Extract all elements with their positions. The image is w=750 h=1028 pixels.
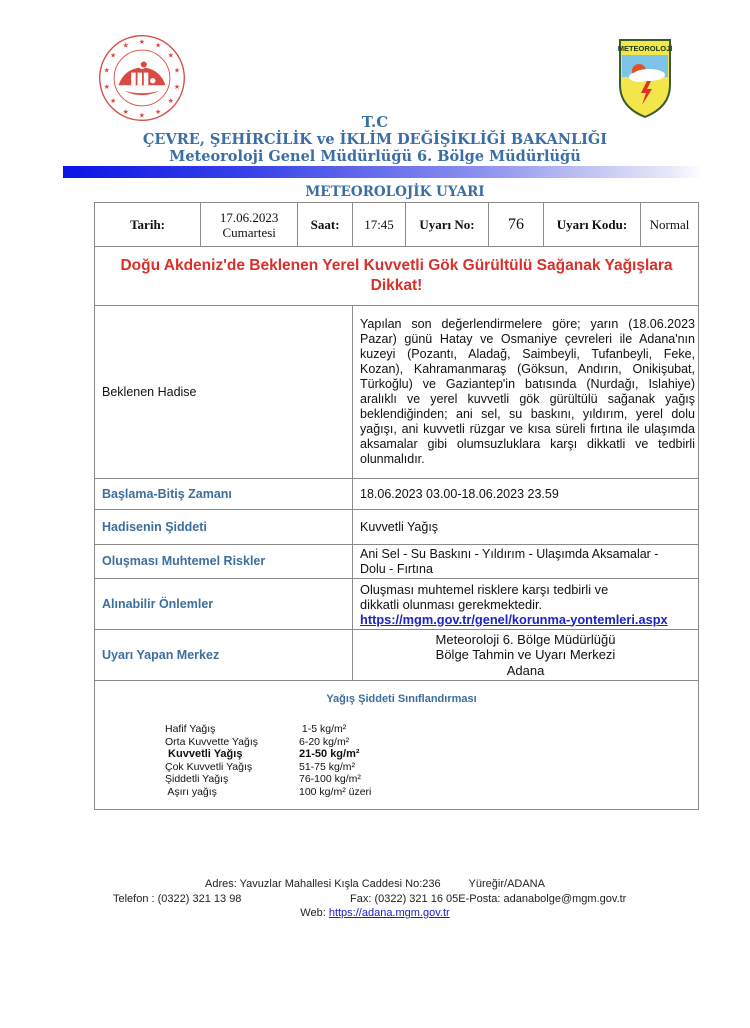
headline-row [95,247,699,306]
web-label: Web: [300,907,329,919]
svg-text:★: ★ [167,96,175,106]
risks-row [95,545,699,579]
time-range-row [95,479,699,510]
classification-item [165,736,698,749]
time-value: 17:45 [353,203,406,247]
risks-value: Ani Sel - Su Baskını - Yıldırım - Ulaşımda Aksamalar - Dolu - Fırtına [353,545,699,579]
meta-row [95,203,699,247]
svg-text:METEOROLOJİ: METEOROLOJİ [617,44,673,53]
svg-text:★: ★ [103,81,111,91]
date-label: Tarih: [95,203,201,247]
svg-text:★: ★ [154,40,162,50]
footer-address [0,878,750,890]
footer-web [0,907,750,919]
time-label: Saat: [298,203,353,247]
warning-no-label: Uyarı No: [406,203,489,247]
classification-item [165,723,698,736]
issuer-line2: Bölge Tahmin ve Uyarı Merkezi [435,647,616,663]
web-link[interactable]: https://adana.mgm.gov.tr [328,907,450,919]
expected-event-row [95,306,699,479]
fax-email-text: Fax: (0322) 321 16 05E-Posta: adanabolge@mgm.gov.tr [350,893,627,905]
class-name: Orta Kuvvette Yağış [165,735,258,748]
class-name: Hafif Yağış [165,723,216,735]
svg-text:★: ★ [167,50,175,60]
severity-value: Kuvvetli Yağış [353,510,699,545]
svg-text:★: ★ [173,81,181,91]
address-text: Adres: Yavuzlar Mahallesi Kışla Caddesi No:236 [205,878,441,890]
severity-label: Hadisenin Şiddeti [95,510,353,545]
risks-label: Oluşması Muhtemel Riskler [95,545,353,579]
issuer-cell [353,630,699,681]
classification-item [165,773,698,786]
svg-text:★: ★ [109,96,117,106]
class-name: Aşırı yağış [165,785,217,798]
svg-text:★: ★ [173,65,181,75]
class-name: Kuvvetli Yağış [165,748,243,761]
date-value: 17.06.2023 [219,209,279,225]
issuer-line3: Adana [506,662,545,678]
svg-text:★: ★ [138,36,146,46]
day-value: Cumartesi [222,224,276,240]
class-value: 76-100 kg/m² [299,773,361,786]
document-title: METEOROLOJİK UYARI [305,184,485,200]
classification-cell [95,681,699,810]
class-name: Çok Kuvvetli Yağış [165,760,253,773]
date-cell [201,203,298,247]
classification-item [165,761,698,774]
classification-item-highlighted [165,748,698,761]
svg-text:★: ★ [103,65,111,75]
classification-list [165,723,698,799]
meteorology-shield-icon [617,37,673,119]
ministry-emblem-icon [97,33,187,123]
svg-text:★: ★ [154,107,162,117]
classification-item [165,786,698,799]
warning-code-value: Normal [641,203,699,247]
issuer-line1: Meteoroloji 6. Bölge Müdürlüğü [435,631,616,647]
header-ministry: ÇEVRE, ŞEHİRCİLİK ve İKLİM DEĞİŞİKLİĞİ BAKANLIĞI [142,131,608,148]
svg-text:★: ★ [109,50,117,60]
class-name: Şiddetli Yağış [165,773,229,786]
class-value: 51-75 kg/m² [299,760,356,773]
expected-event-value: Yapılan son değerlendirmelere göre; yarın (18.06.2023 Pazar) günü Hatay ve Osmaniye çevreleri ile Adana'nın kuzeyi (Pozantı, Aladağ, Saimbeyli, Tufanbeyli, Feke, Kozan), Kahramanmaraş (Göksun, Andırın, Onikişubat, Türkoğlu) ve Gaziantep'in batısında (Nurdağı, Islahiye) aralıklı ve yerel kuvvetli gök gürültülü sağanak yağış beklendiğinden; ani sel, su baskını, yıldırım, yerel dolu yağışı, ani kuvvetli rüzgar ve kısa süreli fırtına ile ulaşımda aksamalar gibi olumsuzluklara karşı dikkatli ve tedbirli olunmalıdır. [353,306,699,479]
class-value: 100 kg/m² üzeri [299,785,372,798]
precautions-value: Oluşması muhtemel risklere karşı tedbirli ve dikkatli olunması gerekmektedir. [360,581,609,612]
svg-text:★: ★ [122,40,130,50]
phone-text: Telefon : (0322) 321 13 98 [113,893,242,905]
gradient-divider [63,166,703,178]
svg-text:★: ★ [138,110,146,120]
class-value: 1-5 kg/m² [299,723,347,735]
issuer-row [95,630,699,681]
precautions-label: Alınabilir Önlemler [95,579,353,630]
warning-code-label: Uyarı Kodu: [544,203,641,247]
class-value: 21-50 kg/m² [299,748,360,761]
precautions-cell [353,579,699,630]
svg-text:★: ★ [122,107,130,117]
warning-headline: Doğu Akdeniz'de Beklenen Yerel Kuvvetli Gök Gürültülü Sağanak Yağışlara Dikkat! [95,247,699,306]
issuer-label: Uyarı Yapan Merkez [95,630,353,681]
time-range-value: 18.06.2023 03.00-18.06.2023 23.59 [353,479,699,510]
precautions-row [95,579,699,630]
severity-row [95,510,699,545]
classification-row [95,681,699,810]
warning-no-value: 76 [489,203,544,247]
class-value: 6-20 kg/m² [299,735,350,748]
header-directorate: Meteoroloji Genel Müdürlüğü 6. Bölge Müdürlüğü [169,148,581,165]
time-range-label: Başlama-Bitiş Zamanı [95,479,353,510]
expected-event-label: Beklenen Hadise [95,306,353,479]
precautions-link[interactable]: https://mgm.gov.tr/genel/korunma-yontemleri.aspx [360,611,668,627]
classification-title: Yağış Şiddeti Sınıflandırması [326,693,477,705]
header-tc: T.C [361,113,389,131]
warning-table [94,202,699,810]
city-text: Yüreğir/ADANA [468,878,545,890]
